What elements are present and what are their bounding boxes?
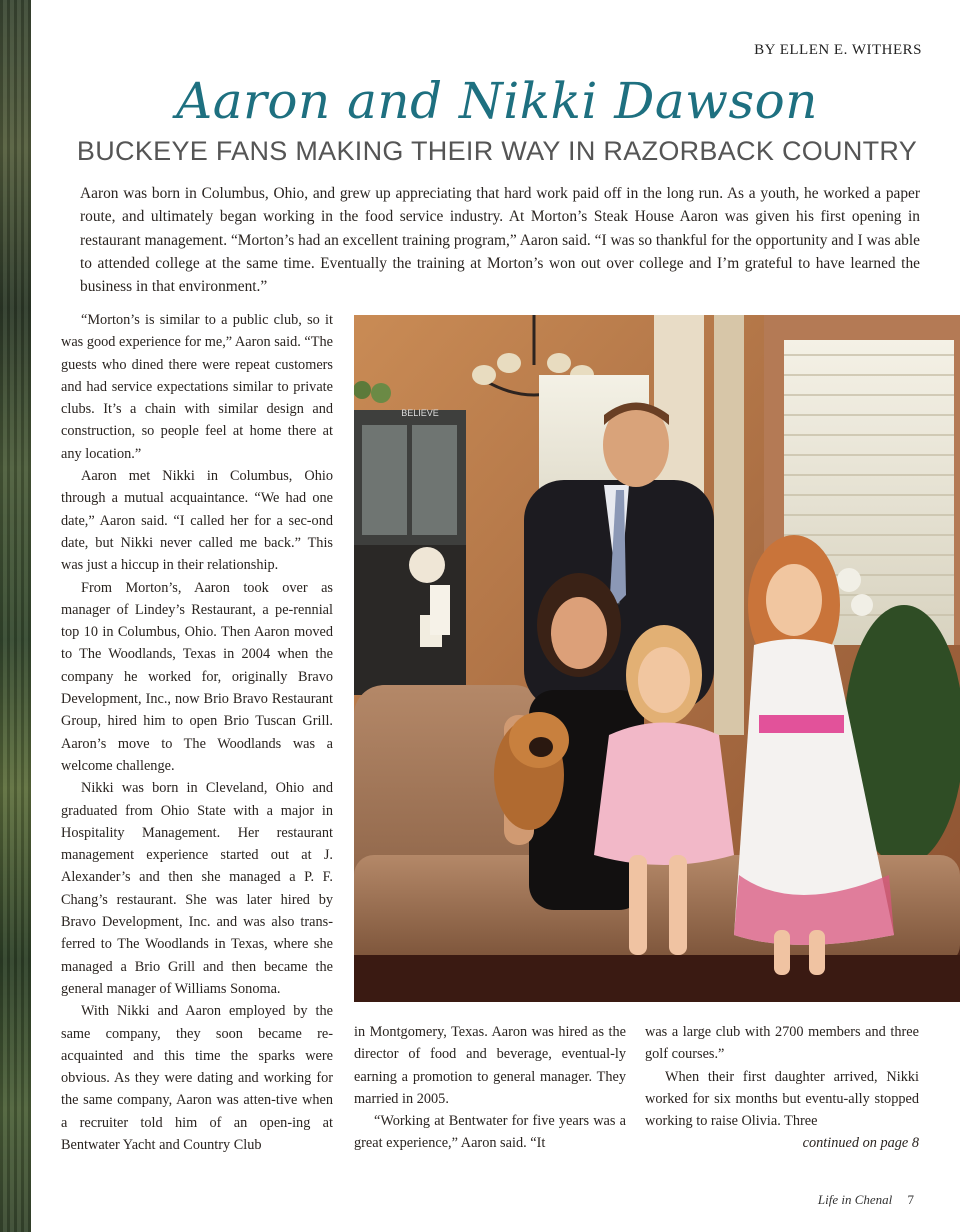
paragraph: “Morton’s is similar to a public club, so it was good experience for me,” Aaron said. “The guests who dined there were repeat customers and had service expectations similar to private clubs. It’s a chain with similar design and construction, so people feel at home there at any location.” (61, 312, 333, 462)
page-footer (818, 1192, 914, 1208)
column-1 (61, 309, 333, 1156)
publication-name: Life in Chenal (817, 1192, 893, 1207)
paragraph: When their first daughter arrived, Nikki worked for six months but eventu-ally stopped working to raise Olivia. Three (645, 1068, 919, 1130)
column-3 (645, 1021, 919, 1155)
left-edge-photo-strip (0, 0, 31, 1232)
page-number: 7 (907, 1192, 914, 1207)
article-title: Aaron and Nikki Dawson (176, 72, 818, 130)
intro-paragraph: Aaron was born in Columbus, Ohio, and grew up appreciating that hard work paid off in the long run. As a youth, he worked a paper route, and ultimately began working in the food service industry. At Morton’s Steak House Aaron was given his first opening in restaurant management. “Morton’s had an excellent training program,” Aaron said. “I was so thankful for the opportunity and I was able to attended college at the same time. Eventually the training at Morton’s won out over college and I’m grateful to have learned the business in that environment.” (80, 185, 920, 296)
paragraph: “Working at Bentwater for five years was a great experience,” Aaron said. “It (354, 1113, 626, 1152)
column-2 (354, 1021, 626, 1155)
family-photo (354, 315, 960, 1002)
paragraph: Nikki was born in Cleveland, Ohio and graduated from Ohio State with a major in Hospitality Management. Her restaurant management experience started out at J. Alexander’s and then she managed a P. F. Chang’s restaurant. She was later hired by Bravo Development, Inc. and was also trans-ferred to The Woodlands in Texas, where she managed a Brio Grill and then became the general manager of Williams Sonoma. (61, 780, 333, 997)
byline: BY ELLEN E. WITHERS (754, 42, 922, 58)
paragraph: From Morton’s, Aaron took over as manager of Lindey’s Restaurant, a pe-rennial top 10 in Columbus, Ohio. Then Aaron moved to The Woodlands, Texas in 2004 when the company he worked for, originally Bravo Development, Inc., now Brio Bravo Restaurant Group, hired him to open Brio Tuscan Grill. Aaron’s move to The Woodlands was a welcome challenge. (61, 579, 333, 774)
article-subtitle: BUCKEYE FANS MAKING THEIR WAY IN RAZORBACK COUNTRY (76, 136, 918, 166)
paragraph: in Montgomery, Texas. Aaron was hired as the director of food and beverage, eventual-ly earning a promotion to general manager. They married in 2005. (354, 1024, 626, 1107)
sign-text: BELIEVE (401, 408, 439, 418)
continued-note: continued on page 8 (802, 1135, 919, 1152)
paragraph: Aaron met Nikki in Columbus, Ohio through a mutual acquaintance. “We had one date,” Aaron said. “I called her for a sec-ond date, but Nikki never called me back.” This was just a hiccup in their relationship. (61, 468, 333, 574)
paragraph: With Nikki and Aaron employed by the same company, they soon became re-acquainted and this time the sparks were obvious. As they were dating and working for the same company, Aaron was atten-tive when a recruiter told him of an open-ing at Bentwater Yacht and Country Club (61, 1003, 333, 1153)
paragraph: was a large club with 2700 members and three golf courses.” (645, 1024, 919, 1063)
